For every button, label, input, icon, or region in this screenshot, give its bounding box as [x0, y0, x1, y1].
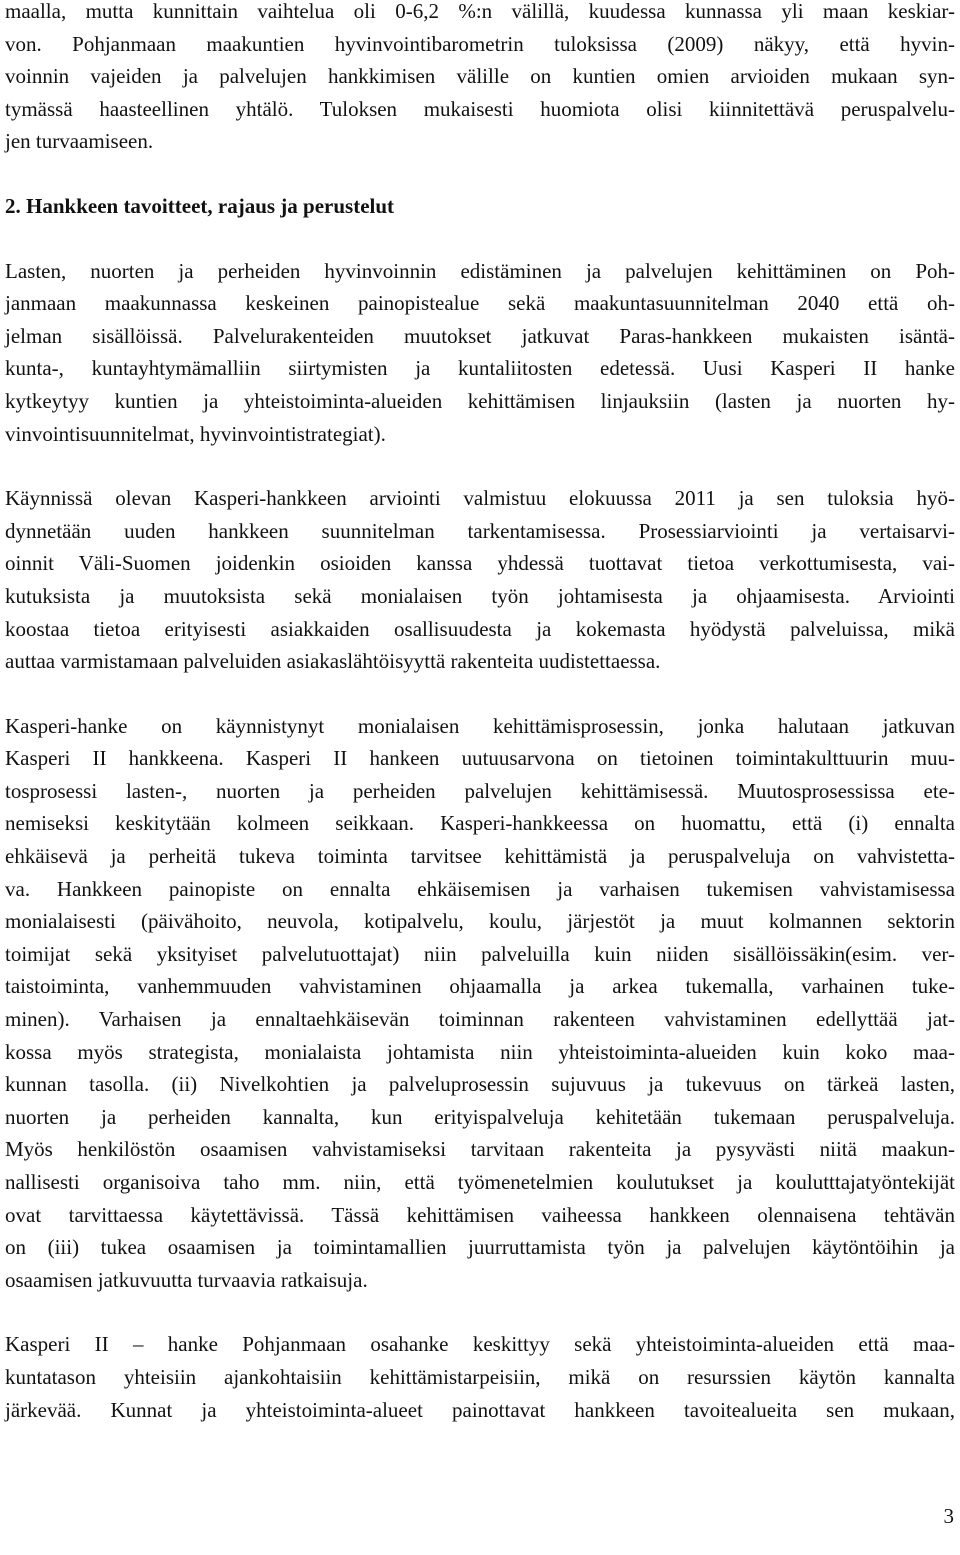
text-line: oinnit Väli-Suomen joidenkin osioiden kanssa yhdessä tuottavat tietoa verkottumisesta, vai-	[5, 551, 955, 576]
text-line: vinvointisuunnitelmat, hyvinvointistrategiat).	[5, 421, 386, 446]
text-line: nemiseksi keskitytään kolmeen seikkaan. Kasperi-hankkeessa on huomattu, että (i) ennalta	[5, 811, 955, 836]
text-line: nuorten ja perheiden kannalta, kun erityispalveluja kehitetään tukemaan peruspalveluja.	[5, 1104, 955, 1129]
spacer	[5, 1296, 955, 1328]
text-line: monialaisesti (päivähoito, neuvola, kotipalvelu, koulu, järjestöt ja muut kolmannen sektorin	[5, 909, 955, 934]
text-line: kutuksista ja muutoksista sekä monialaisen työn johtamisesta ja ohjaamisesta. Arviointi	[5, 583, 955, 608]
text-line: janmaan maakunnassa keskeinen painopistealue sekä maakuntasuunnitelman 2040 että oh-	[5, 291, 955, 316]
text-line: voinnin vajeiden ja palvelujen hankkimisen välille on kuntien omien arvioiden mukaan syn-	[5, 64, 955, 89]
text-line: tosprosessi lasten-, nuorten ja perheiden palvelujen kehittämisessä. Muutosprosessissa ete-	[5, 778, 955, 803]
text-line: Lasten, nuorten ja perheiden hyvinvoinnin edistäminen ja palvelujen kehittäminen on Poh-	[5, 258, 955, 283]
document-page	[5, 0, 955, 1426]
spacer	[5, 678, 955, 710]
intro-paragraph	[5, 0, 955, 158]
text-line: von. Pohjanmaan maakuntien hyvinvointibarometrin tuloksissa (2009) näkyy, että hyvin-	[5, 31, 955, 56]
text-line: Käynnissä olevan Kasperi-hankkeen arviointi valmistuu elokuussa 2011 ja sen tuloksia hyö-	[5, 486, 955, 511]
paragraph-2	[5, 482, 955, 678]
text-line: jelman sisällöissä. Palvelurakenteiden muutokset jatkuvat Paras-hankkeen mukaisten isäntä-	[5, 323, 955, 348]
section-heading: 2. Hankkeen tavoitteet, rajaus ja perustelut	[5, 193, 395, 218]
text-line: kuntatason yhteisiin ajankohtaisiin kehittämistarpeisiin, mikä on resurssien käytön kannalta	[5, 1364, 955, 1389]
text-line: ovat tarvittaessa käytettävissä. Tässä kehittämisen vaiheessa hankkeen olennaisena tehtävän	[5, 1202, 955, 1227]
text-line: toimijat sekä yksityiset palvelutuottajat) niin palveluilla kuin niiden sisällöissäkin(esim. ver-	[5, 941, 955, 966]
text-line: kytkeytyy kuntien ja yhteistoiminta-alueiden kehittämisen linjauksiin (lasten ja nuorten hy-	[5, 388, 955, 413]
page-number: 3	[943, 1504, 954, 1528]
text-line: koostaa tietoa erityisesti asiakkaiden osallisuudesta ja kokemasta hyödystä palveluissa, mikä	[5, 616, 955, 641]
text-line: Kasperi II – hanke Pohjanmaan osahanke keskittyy sekä yhteistoiminta-alueiden että maa-	[5, 1332, 955, 1357]
text-line: dynnetään uuden hankkeen suunnitelman tarkentamisessa. Prosessiarviointi ja vertaisarvi-	[5, 518, 955, 543]
spacer	[5, 223, 955, 255]
text-line: kunnan tasolla. (ii) Nivelkohtien ja palveluprosessin sujuvuus ja tukevuus on tärkeä lasten,	[5, 1072, 955, 1097]
paragraph-1	[5, 255, 955, 451]
text-line: osaamisen jatkuvuutta turvaavia ratkaisuja.	[5, 1267, 368, 1292]
text-line: kossa myös strategista, monialaista johtamista niin yhteistoiminta-alueiden kuin koko maa-	[5, 1039, 955, 1064]
text-line: tymässä haasteellinen yhtälö. Tuloksen mukaisesti huomiota olisi kiinnitettävä peruspalvelu-	[5, 96, 955, 121]
text-line: maalla, mutta kunnittain vaihtelua oli 0-6,2 %:n välillä, kuudessa kunnassa yli maan keskiar-	[5, 0, 955, 23]
text-line: ehkäisevä ja perheitä tukeva toiminta tarvitsee kehittämistä ja peruspalveluja on vahvistetta-	[5, 844, 955, 869]
text-line: Kasperi-hanke on käynnistynyt monialaisen kehittämisprosessin, jonka halutaan jatkuvan	[5, 713, 955, 738]
text-line: auttaa varmistamaan palveluiden asiakaslähtöisyyttä rakenteita uudistettaessa.	[5, 649, 661, 674]
text-line: minen). Varhaisen ja ennaltaehkäisevän toiminnan rakenteen vahvistaminen edellyttää jat-	[5, 1007, 955, 1032]
spacer	[5, 450, 955, 482]
text-line: Myös henkilöstön osaamisen vahvistamiseksi tarvitaan rakenteita ja pysyvästi niitä maakun-	[5, 1137, 955, 1162]
paragraph-4	[5, 1328, 955, 1426]
text-line: Kasperi II hankkeena. Kasperi II hankeen uutuusarvona on tietoinen toimintakulttuurin muu-	[5, 746, 955, 771]
text-line: on (iii) tukea osaamisen ja toimintamallien juurruttamista työn ja palvelujen käytöntöihin ja	[5, 1235, 955, 1260]
spacer	[5, 158, 955, 190]
text-line: nallisesti organisoiva taho mm. niin, että työmenetelmien koulutukset ja koulutttajatyöntekijät	[5, 1170, 955, 1194]
text-line: kunta-, kuntayhtymämalliin siirtymisten ja kuntaliitosten edetessä. Uusi Kasperi II hanke	[5, 356, 955, 381]
paragraph-3	[5, 710, 955, 1297]
text-line: järkevää. Kunnat ja yhteistoiminta-alueet painottavat hankkeen tavoitealueita sen mukaan,	[5, 1397, 955, 1422]
text-line: taistoiminta, vanhemmuuden vahvistaminen ohjaamalla ja arkea tukemalla, varhainen tuke-	[5, 974, 955, 999]
text-line: jen turvaamiseen.	[5, 129, 154, 154]
text-line: va. Hankkeen painopiste on ennalta ehkäisemisen ja varhaisen tukemisen vahvistamisessa	[5, 876, 955, 901]
